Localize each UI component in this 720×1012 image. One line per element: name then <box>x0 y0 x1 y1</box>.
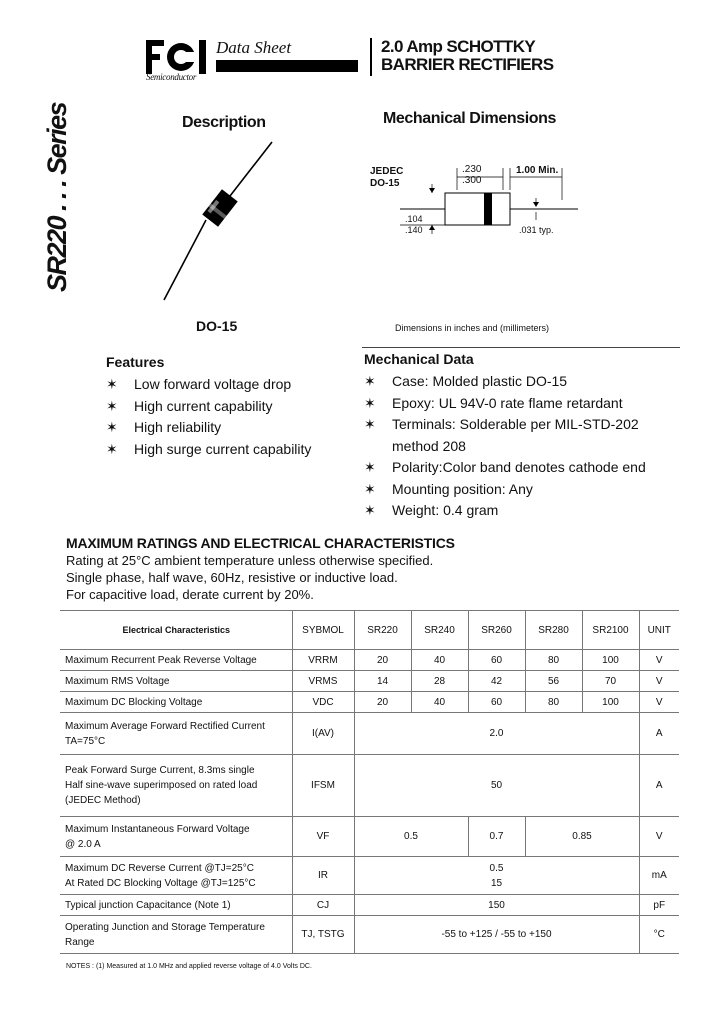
list-item: ✶ High reliability <box>106 419 222 435</box>
dim-lead-diameter: .031 typ. <box>519 225 554 235</box>
table-row: Maximum Average Forward Rectified Current TA=75°C I(AV) 2.0 A <box>60 713 679 755</box>
table-row: Operating Junction and Storage Temperature Range TJ, TSTG -55 to +125 / -55 to +150 °C <box>60 916 679 954</box>
description-heading: Description <box>182 114 266 131</box>
list-item: ✶ Terminals: Solderable per MIL-STD-202 <box>364 416 639 432</box>
diode-illustration <box>150 136 310 306</box>
list-item: ✶ Epoxy: UL 94V-0 rate flame retardant <box>364 394 623 411</box>
col-header: Electrical Characteristics <box>60 611 292 650</box>
table-row: Peak Forward Surge Current, 8.3ms single Half sine-wave superimposed on rated load (JEDEC Method) IFSM 50 A <box>60 755 679 817</box>
package-label: DO-15 <box>196 318 238 334</box>
mechanical-data-rule <box>362 347 680 348</box>
mechanical-data-list <box>364 371 694 522</box>
list-item: ✶ High surge current capability <box>106 440 312 457</box>
logo-subtitle: Semiconductor <box>146 72 197 82</box>
list-item: ✶ High current capability <box>106 397 273 414</box>
col-header: SR220 <box>354 611 411 650</box>
list-item: ✶ Polarity:Color band denotes cathode end <box>364 459 646 475</box>
col-header: SR240 <box>411 611 468 650</box>
ratings-line-1: Rating at 25°C ambient temperature unless otherwise specified. <box>66 553 434 568</box>
header-bar <box>216 60 358 72</box>
series-label: SR220 . . . Series <box>42 102 72 292</box>
table-row: Maximum RMS Voltage VRMS 14 28 42 56 70 V <box>60 671 679 692</box>
col-header: UNIT <box>639 611 679 650</box>
col-header: SR2100 <box>582 611 639 650</box>
datasheet-label: Data Sheet <box>216 38 292 57</box>
mechanical-data-heading: Mechanical Data <box>364 351 474 367</box>
jedec-label: JEDEC DO-15 <box>370 166 404 189</box>
table-row: Maximum DC Blocking Voltage VDC 20 40 60 80 100 V <box>60 692 679 713</box>
dim-body-diameter: .104 .140 <box>405 214 423 235</box>
fci-logo <box>146 40 208 74</box>
table-row: Typical junction Capacitance (Note 1) CJ 150 pF <box>60 895 679 916</box>
table-header-row <box>60 611 679 650</box>
features-list <box>106 374 356 460</box>
table-row: Maximum DC Reverse Current @TJ=25°C At Rated DC Blocking Voltage @TJ=125°C IR 0.5 15 mA <box>60 857 679 895</box>
fci-logo-icon <box>146 40 208 74</box>
mechanical-dimensions-heading: Mechanical Dimensions <box>383 110 556 127</box>
product-title-line2: BARRIER RECTIFIERS <box>381 55 554 74</box>
list-item: ✶ Weight: 0.4 gram <box>364 502 499 518</box>
features-heading: Features <box>106 354 165 370</box>
table-notes: NOTES : (1) Measured at 1.0 MHz and applied reverse voltage of 4.0 Volts DC. <box>66 963 312 970</box>
dimension-note: Dimensions in inches and (millimeters) <box>395 323 550 333</box>
header-divider <box>370 38 372 76</box>
col-header: SR260 <box>468 611 525 650</box>
ratings-line-2: Single phase, half wave, 60Hz, resistive or inductive load. <box>66 570 398 585</box>
dim-body-length: .230 .300 <box>462 164 482 186</box>
list-item: method 208 <box>392 437 466 454</box>
list-item: ✶ Mounting position: Any <box>364 480 533 497</box>
dim-lead-length: 1.00 Min. <box>516 165 559 176</box>
table-row: Maximum Instantaneous Forward Voltage @ 2.0 A VF 0.5 0.7 0.85 V <box>60 817 679 857</box>
list-item: ✶ Low forward voltage drop <box>106 376 292 392</box>
product-title-line1: 2.0 Amp SCHOTTKY <box>381 37 536 56</box>
col-header: SR280 <box>525 611 582 650</box>
col-header: SYBMOL <box>292 611 354 650</box>
ratings-line-3: For capacitive load, derate current by 20%. <box>66 587 314 602</box>
characteristics-table <box>60 610 679 954</box>
table-row: Maximum Recurrent Peak Reverse Voltage VRRM 20 40 60 80 100 V <box>60 650 679 671</box>
ratings-heading: MAXIMUM RATINGS AND ELECTRICAL CHARACTERISTICS <box>66 535 455 551</box>
list-item: ✶ Case: Molded plastic DO-15 <box>364 373 568 389</box>
